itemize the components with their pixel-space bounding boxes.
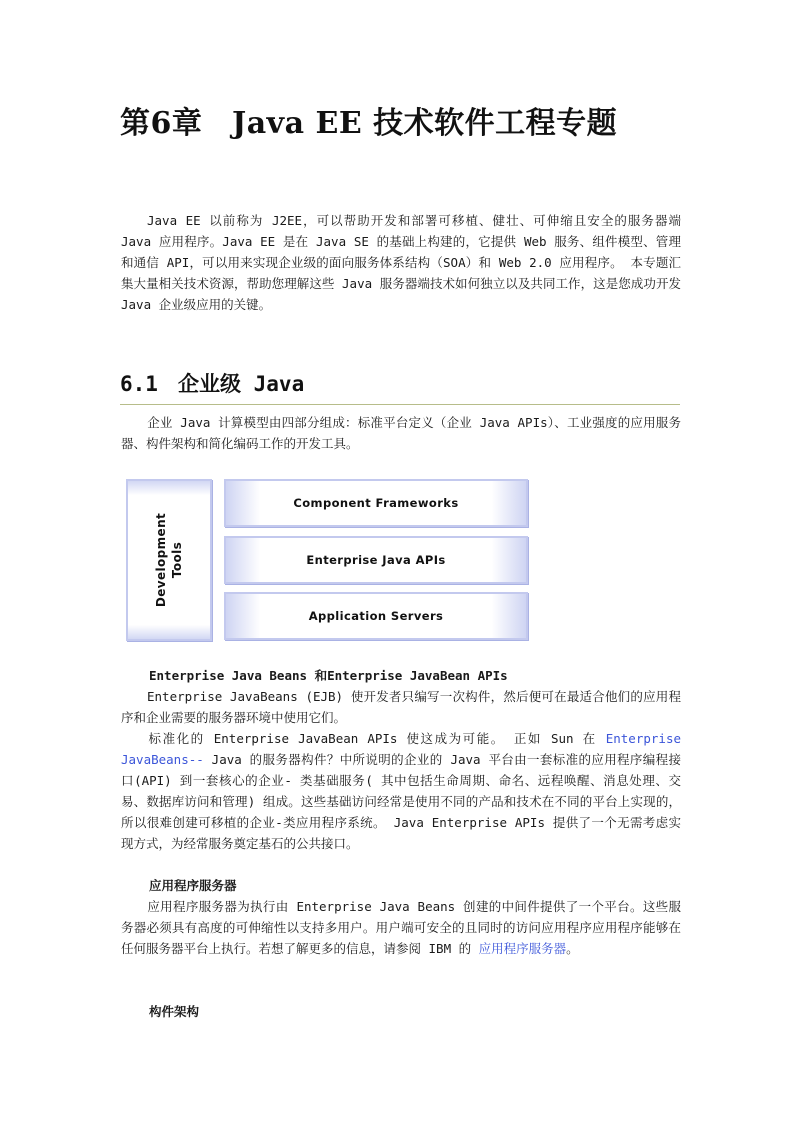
section-number: 6.1 <box>120 372 158 396</box>
framework-heading: 构件架构 <box>149 1004 200 1019</box>
ejb-paragraph-2 <box>121 728 681 854</box>
app-server-heading: 应用程序服务器 <box>149 878 237 893</box>
chapter-title-text: Java EE 技术软件工程专题 <box>232 106 618 141</box>
ejb-heading: Enterprise Java Beans 和Enterprise JavaBean APIs <box>149 668 508 683</box>
section-lead-paragraph <box>121 412 681 454</box>
app-server-link[interactable]: 应用程序服务器 <box>478 941 567 956</box>
component-frameworks-box <box>224 479 528 527</box>
intro-paragraph <box>121 210 681 315</box>
tools-label: Tools <box>170 541 184 579</box>
chapter-title <box>120 98 617 142</box>
development-tools-label <box>153 513 185 607</box>
ejb-paragraph-1 <box>121 686 681 728</box>
enterprise-java-diagram <box>126 479 528 641</box>
section-lead-text: 企业 Java 计算模型由四部分组成：标准平台定义（企业 Java APIs）、工业强度的应用服务器、构件架构和简化编码工作的开发工具。 <box>121 415 681 451</box>
section-title <box>120 368 304 398</box>
development-label: Development <box>154 512 168 608</box>
ejb-paragraph-1-text: Enterprise JavaBeans (EJB) 使开发者只编写一次构件，然后便可在最适合他们的应用程序和企业需要的服务器环境中使用它们。 <box>121 689 681 725</box>
development-tools-box <box>126 479 212 641</box>
app-server-text-a: 应用程序服务器为执行由 Enterprise Java Beans 创建的中间件提供了一个平台。这些服务器必须具有高度的可伸缩性以支持多用户。用户端可安全的且同时的访问应用程序应用程序能够在任何服务器平台上执行。若想了解更多的信息，请参阅 IBM 的 <box>121 899 681 956</box>
app-server-text-b: 。 <box>566 941 579 956</box>
enterprise-java-apis-label: Enterprise Java APIs <box>306 553 446 567</box>
enterprise-javabeans-link[interactable]: Enterprise JavaBeans-- <box>121 731 681 767</box>
enterprise-java-apis-box <box>224 536 528 584</box>
chapter-number: 第6章 <box>120 106 203 141</box>
application-servers-label: Application Servers <box>308 609 444 623</box>
application-servers-box <box>224 592 528 640</box>
component-frameworks-label: Component Frameworks <box>293 496 459 510</box>
ejb-paragraph-2-text-b: Java 的服务器构件？中所说明的企业的 Java 平台由一套标准的应用程序编程接口(API) 到一套核心的企业- 类基础服务( 其中包括生命周期、命名、远程唤醒、消息处理、交易、数据库访问和管理) 组成。这些基础访问经常是使用不同的产品和技术在不同的平台上实现的，所以很难创建可移植的企业-类应用程序系统。 Java Enterprise APIs 提供了一个无需考虑实现方式，为经常服务奠定基石的公共接口。 <box>121 752 681 851</box>
app-server-paragraph <box>121 896 681 959</box>
section-title-text: 企业级 Java <box>178 372 305 396</box>
intro-text: Java EE 以前称为 J2EE，可以帮助开发和部署可移植、健壮、可伸缩且安全的服务器端 Java 应用程序。Java EE 是在 Java SE 的基础上构建的，它提供 Web 服务、组件模型、管理和通信 API，可以用来实现企业级的面向服务体系结构（SOA）和 Web 2.0 应用程序。 本专题汇集大量相关技术资源，帮助您理解这些 Java 服务器端技术如何独立以及共同工作，这是您成功开发 Java 企业级应用的关键。 <box>121 213 681 312</box>
ejb-paragraph-2-text-a: 标准化的 Enterprise JavaBean APIs 使这成为可能。 正如 Sun 在 <box>147 731 606 746</box>
section-divider <box>120 404 680 405</box>
